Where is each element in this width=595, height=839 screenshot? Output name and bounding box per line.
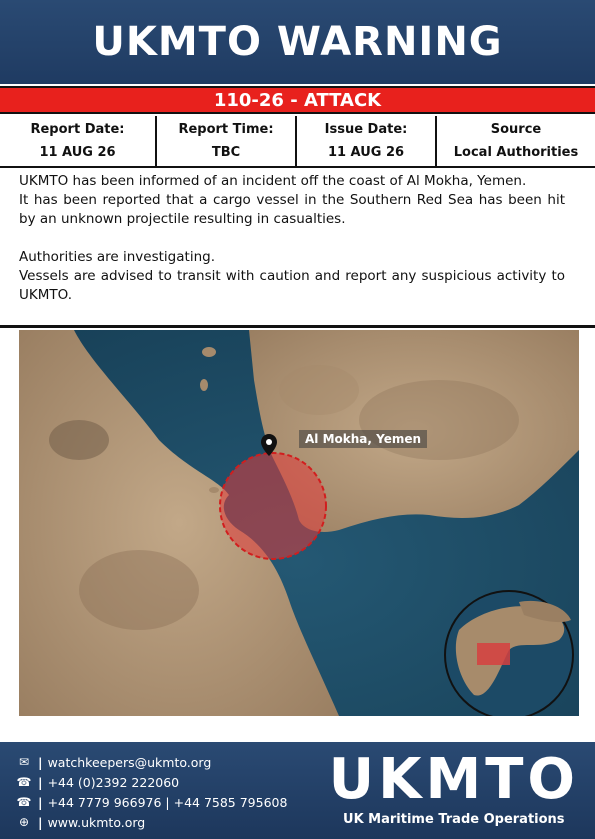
report-time-label: Report Time:	[178, 122, 274, 137]
issue-date-label: Issue Date:	[324, 122, 408, 137]
paragraph-3: Authorities are investigating.	[19, 249, 215, 265]
header-banner	[0, 0, 595, 84]
contact-phone2-row: ☎ | +44 7779 966976 | +44 7585 795608	[16, 794, 288, 810]
contact-list	[16, 752, 287, 832]
brand-subtitle: UK Maritime Trade Operations	[343, 812, 565, 827]
report-time-value: TBC	[211, 145, 241, 160]
satellite-map-image	[19, 330, 579, 716]
footer	[0, 742, 595, 839]
report-date-cell	[0, 116, 157, 166]
paragraph-1: UKMTO has been informed of an incident off the coast of Al Mokha, Yemen.	[19, 173, 527, 189]
envelope-icon: ✉	[18, 755, 30, 769]
ukmto-logo	[328, 747, 579, 827]
contact-website[interactable]: www.ukmto.org	[47, 814, 146, 830]
contact-email[interactable]: watchkeepers@ukmto.org	[47, 754, 212, 770]
report-date-value: 11 AUG 26	[39, 145, 116, 160]
report-date-label: Report Date:	[30, 122, 125, 137]
issue-date-cell	[297, 116, 437, 166]
incident-area-circle	[220, 453, 326, 559]
source-value: Local Authorities	[453, 145, 579, 160]
alert-banner	[0, 86, 595, 114]
contact-phone1-row: ☎ | +44 (0)2392 222060	[16, 774, 180, 790]
brand-name: UKMTO	[328, 747, 579, 812]
paragraph-4: Vessels are advised to transit with caution and report any suspicious activity to UKMTO.	[19, 268, 565, 303]
contact-email-row: ✉ | watchkeepers@ukmto.org	[16, 752, 287, 772]
report-time-cell	[157, 116, 297, 166]
report-info-table	[0, 116, 595, 168]
alert-title: 110-26 - ATTACK	[213, 89, 382, 111]
phone-icon: ☎	[16, 775, 32, 789]
section-divider	[0, 325, 595, 328]
incident-map	[19, 330, 579, 716]
page-title: UKMTO WARNING	[92, 19, 503, 65]
incident-description	[19, 172, 565, 305]
contact-phone1: +44 (0)2392 222060	[47, 774, 180, 790]
issue-date-value: 11 AUG 26	[327, 145, 405, 160]
inset-incident-box	[477, 643, 510, 665]
contact-website-row: ⊕ | www.ukmto.org	[16, 812, 287, 832]
phone-icon: ☎	[16, 795, 32, 809]
source-cell	[437, 116, 595, 166]
location-label: Al Mokha, Yemen	[299, 430, 427, 448]
source-label: Source	[490, 122, 542, 137]
globe-icon: ⊕	[18, 815, 30, 829]
contact-phone2: +44 7779 966976 | +44 7585 795608	[47, 794, 288, 810]
inset-globe	[445, 591, 573, 716]
paragraph-2: It has been reported that a cargo vessel in the Southern Red Sea has been hit by an unknown projectile resulting in casualties.	[19, 192, 565, 227]
